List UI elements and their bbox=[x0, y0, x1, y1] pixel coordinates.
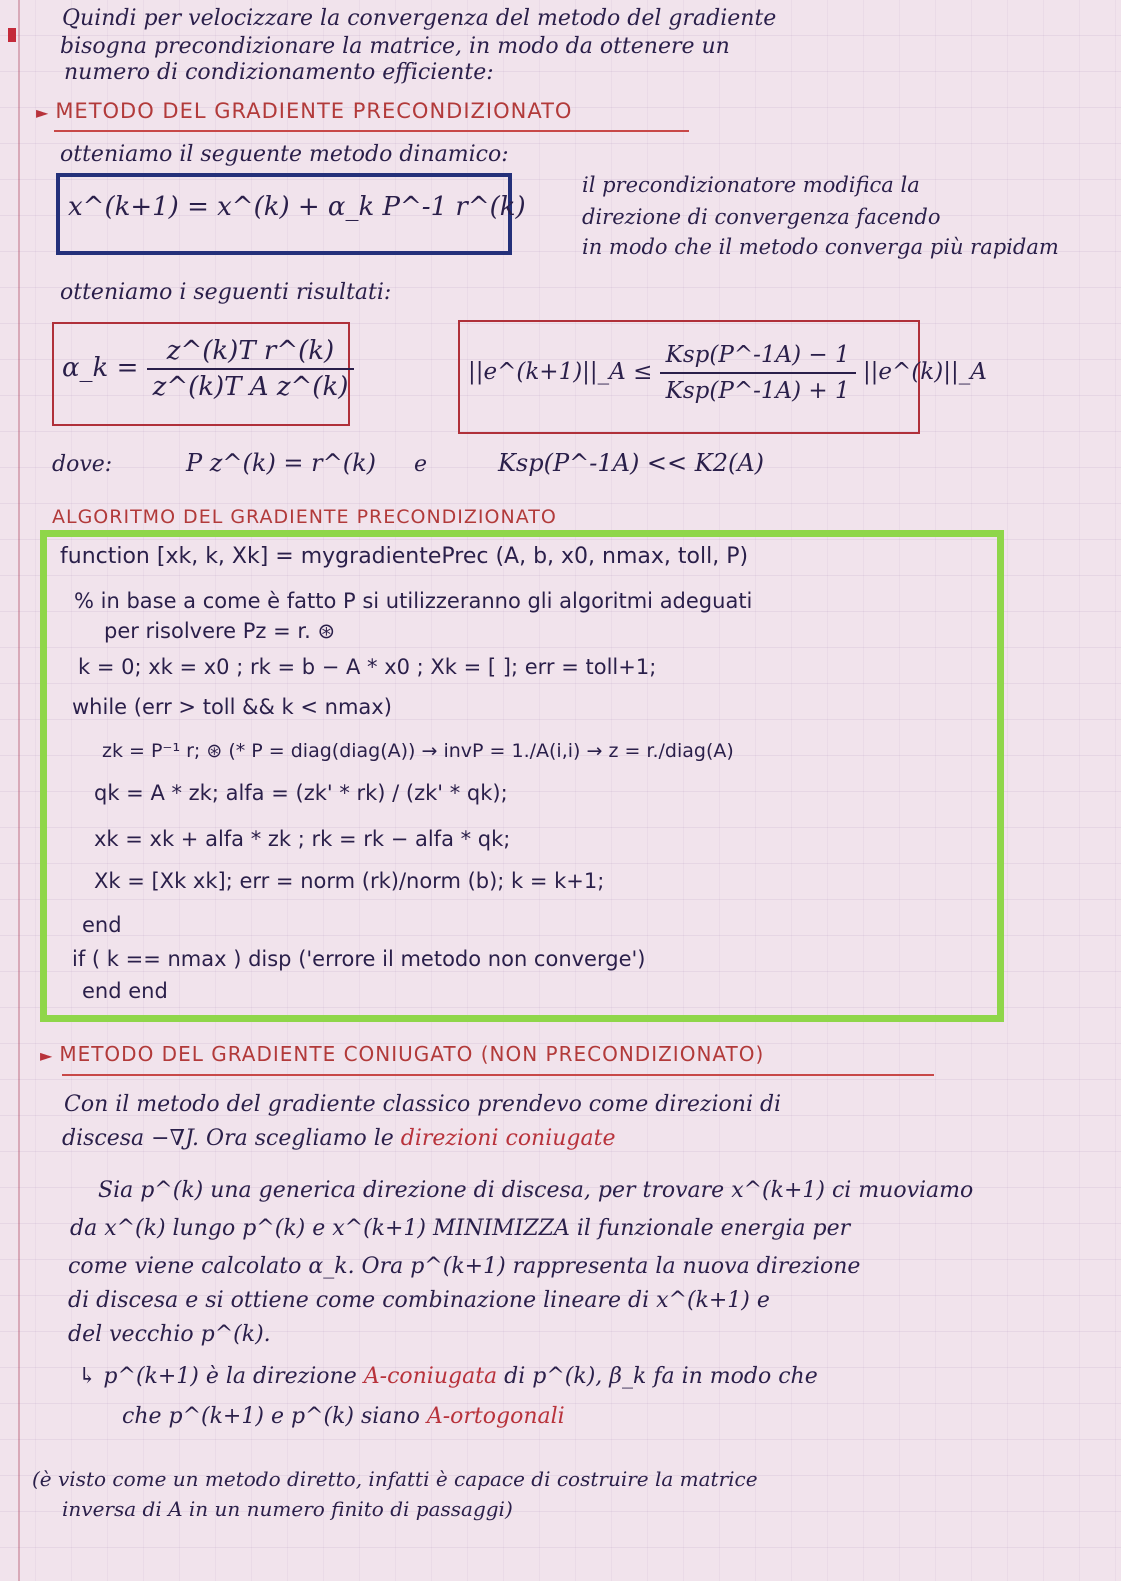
section2-p2-line3: come viene calcolato α_k. Ora p^(k+1) rappresenta la nuova direzione bbox=[68, 1254, 861, 1279]
p3-line1-rest: di p^(k), β_k fa in modo che bbox=[504, 1364, 818, 1389]
dove-condition: Ksp(P^-1A) << K2(A) bbox=[498, 449, 765, 477]
section2-p2-line1: Sia p^(k) una generica direzione di discesa, per trovare x^(k+1) ci muoviamo bbox=[98, 1178, 974, 1203]
section2-p2-line5: del vecchio p^(k). bbox=[68, 1322, 271, 1347]
error-bound-denominator: Ksp(P^-1A) + 1 bbox=[665, 378, 850, 404]
code-line-while: while (err > toll && k < nmax) bbox=[72, 695, 392, 719]
alpha-formula bbox=[62, 336, 354, 402]
main-formula: x^(k+1) = x^(k) + α_k P^-1 r^(k) bbox=[68, 192, 526, 222]
intro-line-2: bisogna precondizionare la matrice, in modo da ottenere un bbox=[60, 34, 730, 59]
algorithm-heading: ALGORITMO DEL GRADIENTE PRECONDIZIONATO bbox=[52, 506, 557, 528]
preconditioner-note-3: in modo che il metodo converga più rapidam bbox=[582, 235, 1059, 259]
code-line-comment-1: % in base a come è fatto P si utilizzeranno gli algoritmi adeguati bbox=[74, 589, 753, 613]
p1-line2-text: discesa −∇J. Ora scegliamo le bbox=[62, 1126, 394, 1151]
error-bound-lhs: ||e^(k+1)||_A ≤ bbox=[468, 359, 653, 385]
p3-a-ortogonali: A-ortogonali bbox=[426, 1404, 565, 1429]
preconditioner-note-2: direzione di convergenza facendo bbox=[582, 205, 941, 229]
section2-p4-line1: (è visto come un metodo diretto, infatti è capace di costruire la matrice bbox=[32, 1467, 758, 1491]
code-line-Xk: Xk = [Xk xk]; err = norm (rk)/norm (b); k = k+1; bbox=[94, 869, 605, 893]
section1-heading-underline bbox=[54, 130, 689, 132]
section2-heading-text: METODO DEL GRADIENTE CONIUGATO (NON PRECONDIZIONATO) bbox=[59, 1042, 765, 1066]
p1-line2-highlight: direzioni coniugate bbox=[400, 1126, 616, 1151]
section2-p2-line4: di discesa e si ottiene come combinazione lineare di x^(k+1) e bbox=[68, 1288, 770, 1313]
section2-p1-line2 bbox=[62, 1126, 616, 1152]
error-bound-numerator: Ksp(P^-1A) − 1 bbox=[660, 340, 856, 374]
red-edge-mark bbox=[8, 28, 16, 42]
intro-line-1: Quindi per velocizzare la convergenza del metodo del gradiente bbox=[62, 6, 777, 31]
error-bound-fraction bbox=[660, 340, 856, 406]
code-line-end-end: end end bbox=[82, 979, 168, 1003]
p3-line1-text: ↳ p^(k+1) è la direzione bbox=[78, 1364, 357, 1389]
code-line-zk: zk = P⁻¹ r; ⊛ (* P = diag(diag(A)) → invP = 1./A(i,i) → z = r./diag(A) bbox=[102, 740, 734, 762]
section2-heading-underline bbox=[62, 1074, 934, 1076]
code-line-init: k = 0; xk = x0 ; rk = b − A * x0 ; Xk = [ ]; err = toll+1; bbox=[78, 655, 657, 679]
section1-heading-text: METODO DEL GRADIENTE PRECONDIZIONATO bbox=[55, 99, 573, 123]
section1-heading bbox=[36, 99, 572, 123]
code-line-xk: xk = xk + alfa * zk ; rk = rk − alfa * qk; bbox=[94, 827, 511, 851]
code-line-end: end bbox=[82, 913, 122, 937]
alpha-fraction bbox=[147, 336, 355, 402]
code-line-if: if ( k == nmax ) disp ('errore il metodo non converge') bbox=[72, 947, 646, 971]
alpha-lhs: α_k = bbox=[62, 353, 139, 383]
margin-line bbox=[18, 0, 20, 1581]
dove-label: dove: bbox=[52, 452, 113, 477]
error-bound-rhs: ||e^(k)||_A bbox=[862, 359, 987, 385]
bullet-icon: ► bbox=[40, 1046, 54, 1065]
code-line-function: function [xk, k, Xk] = mygradientePrec (A, b, x0, nmax, toll, P) bbox=[60, 544, 749, 569]
dove-and: e bbox=[414, 452, 428, 477]
results-text: otteniamo i seguenti risultati: bbox=[60, 280, 392, 305]
intro-line-3: numero di condizionamento efficiente: bbox=[64, 60, 494, 85]
section2-p3-line1 bbox=[78, 1364, 818, 1390]
code-line-comment-2: per risolvere Pz = r. ⊛ bbox=[104, 619, 336, 643]
section2-p3-line2 bbox=[122, 1404, 565, 1430]
alpha-numerator: z^(k)T r^(k) bbox=[147, 336, 355, 370]
bullet-icon: ► bbox=[36, 103, 50, 122]
dynamic-method-text: otteniamo il seguente metodo dinamico: bbox=[60, 142, 509, 167]
section2-p4-line2: inversa di A in un numero finito di passaggi) bbox=[62, 1497, 513, 1521]
section2-heading bbox=[40, 1042, 764, 1066]
section2-p2-line2: da x^(k) lungo p^(k) e x^(k+1) MINIMIZZA il funzionale energia per bbox=[70, 1216, 851, 1241]
code-line-qk: qk = A * zk; alfa = (zk' * rk) / (zk' * qk); bbox=[94, 781, 508, 805]
dove-equation: P z^(k) = r^(k) bbox=[186, 449, 377, 477]
error-bound-formula bbox=[468, 340, 987, 406]
alpha-denominator: z^(k)T A z^(k) bbox=[152, 372, 349, 402]
p3-line2-text: che p^(k+1) e p^(k) siano bbox=[122, 1404, 420, 1429]
preconditioner-note-1: il precondizionatore modifica la bbox=[582, 173, 920, 197]
section2-p1-line1: Con il metodo del gradiente classico prendevo come direzioni di bbox=[64, 1092, 782, 1117]
p3-a-coniugata: A-coniugata bbox=[363, 1364, 498, 1389]
